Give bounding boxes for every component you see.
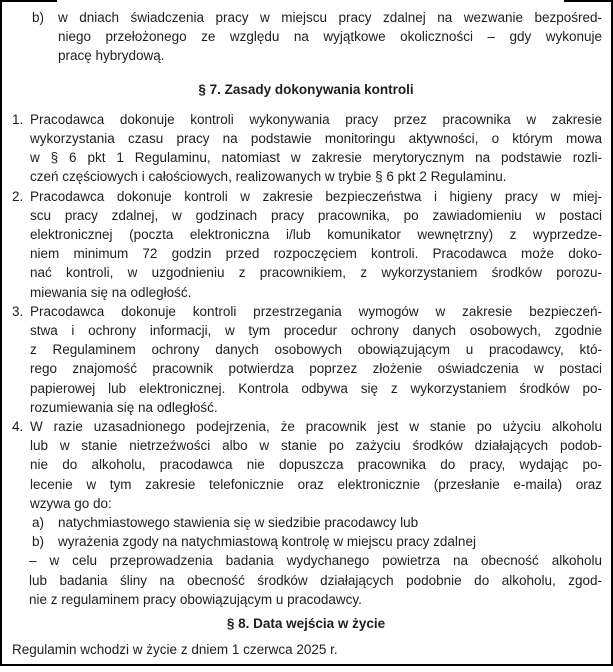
text-line: w dniach świadczenia pracy w miejscu pracy zdalnej na wezwanie bezpośred- xyxy=(58,10,602,25)
section-heading: § 8. Data wejścia w życie xyxy=(226,616,386,632)
list-item xyxy=(10,417,602,513)
list-item xyxy=(10,8,602,66)
text-line: Pracodawca dokonuje kontroli w zakresie bezpieczeństwa i higieny pracy w miej- xyxy=(30,188,602,204)
text-line: lub badania śliny na obecność środków działających podobnie do alkoholu, zgod- xyxy=(29,572,602,588)
list-marker: 4. xyxy=(12,419,24,435)
text-line: W razie uzasadnionego podejrzenia, że pracownik jest w stanie po użyciu alkoholu xyxy=(30,419,602,435)
text-line: stwa i ochrony informacji, w tym procedur ochrony danych osobowych, zgodnie xyxy=(30,323,602,339)
list-marker: 1. xyxy=(12,111,24,127)
text-line: Pracodawca dokonuje kontroli przestrzegania wymogów w zakresie bezpieczeń- xyxy=(30,303,602,319)
text-line: niego przełożonego ze względu na wyjątkowe okoliczności – gdy wykonuje xyxy=(58,29,602,45)
section-heading: § 7. Zasady dokonywania kontroli xyxy=(198,81,414,97)
text-line: z Regulaminem ochrony danych osobowych obowiązującym u pracodawcy, któ- xyxy=(30,342,602,358)
text-line: czeń częściowych i całościowych, realizowanych w trybie § 6 pkt 2 Regulaminu. xyxy=(30,169,507,185)
list-item xyxy=(10,513,602,532)
text-line: miewania się na odległość. xyxy=(30,284,192,300)
list-marker: a) xyxy=(32,515,45,531)
document-content xyxy=(2,0,611,660)
paragraph xyxy=(12,640,602,659)
text-line: niem minimum 72 godzin przed rozpoczęciem kontroli. Pracodawca może doko- xyxy=(30,246,602,262)
list-item xyxy=(10,302,602,417)
text-line: papierowej lub elektronicznej. Kontrola odbywa się z wykorzystaniem środków po- xyxy=(30,380,602,396)
list-item xyxy=(10,187,602,302)
list-item xyxy=(10,110,602,187)
text-line: Pracodawca dokonuje kontroli wykonywania pracy przez pracownika w zakresie xyxy=(30,111,602,127)
text-line: lecenie w tym zakresie telefonicznie oraz elektronicznie (przesłanie e-maila) oraz xyxy=(30,476,602,492)
text-line: wzywa go do: xyxy=(30,495,112,511)
list-marker: b) xyxy=(32,10,45,25)
text-line: natychmiastowego stawienia się w siedzibie pracodawcy lub xyxy=(58,515,419,531)
text-line: nie z regulaminem pracy obowiązującym u pracodawcy. xyxy=(29,591,362,607)
text-line: rozumiewania się na odległość. xyxy=(30,399,218,415)
text-line: nie do alkoholu, pracodawca nie dopuszcza pracownika do pracy, wydając po- xyxy=(30,457,602,473)
list-marker: 3. xyxy=(12,303,24,319)
list-marker: 2. xyxy=(12,188,24,204)
text-line: Regulamin wchodzi w życie z dniem 1 czerwca 2025 r. xyxy=(12,642,338,658)
text-line: pracę hybrydową. xyxy=(58,48,165,64)
frame-top-border-right-segment xyxy=(564,0,611,2)
frame-top-border-left-segment xyxy=(2,0,57,2)
text-line: elektronicznej (poczta elektroniczna i/lub komunikator wewnętrzny) z wyprzedze- xyxy=(30,227,602,243)
text-line: wyrażenia zgody na natychmiastową kontrolę w miejscu pracy zdalnej xyxy=(58,534,476,550)
list-item xyxy=(10,532,602,551)
text-line: w § 6 pkt 1 Regulaminu, natomiast w zakresie merytorycznym na podstawie rozli- xyxy=(30,150,602,166)
dash-paragraph xyxy=(29,551,602,609)
text-line: nać kontroli, w uzgodnieniu z pracownikiem, z wykorzystaniem środków porozu- xyxy=(30,265,602,281)
text-line: rego znajomość pracownik potwierdza poprzez złożenie oświadczenia w postaci xyxy=(30,361,602,377)
text-line: lub w stanie nietrzeźwości albo w stanie po zażyciu środków działających podob- xyxy=(30,438,602,454)
text-line: scu pracy zdalnej, w godzinach pracy pracownika, po zawiadomieniu w postaci xyxy=(30,207,602,223)
text-line: – w celu przeprowadzenia badania wydychanego powietrza na obecność alkoholu xyxy=(29,553,602,569)
text-line: wykorzystania czasu pracy na podstawie monitoringu aktywności, o którym mowa xyxy=(30,131,602,147)
list-marker: b) xyxy=(32,534,45,550)
